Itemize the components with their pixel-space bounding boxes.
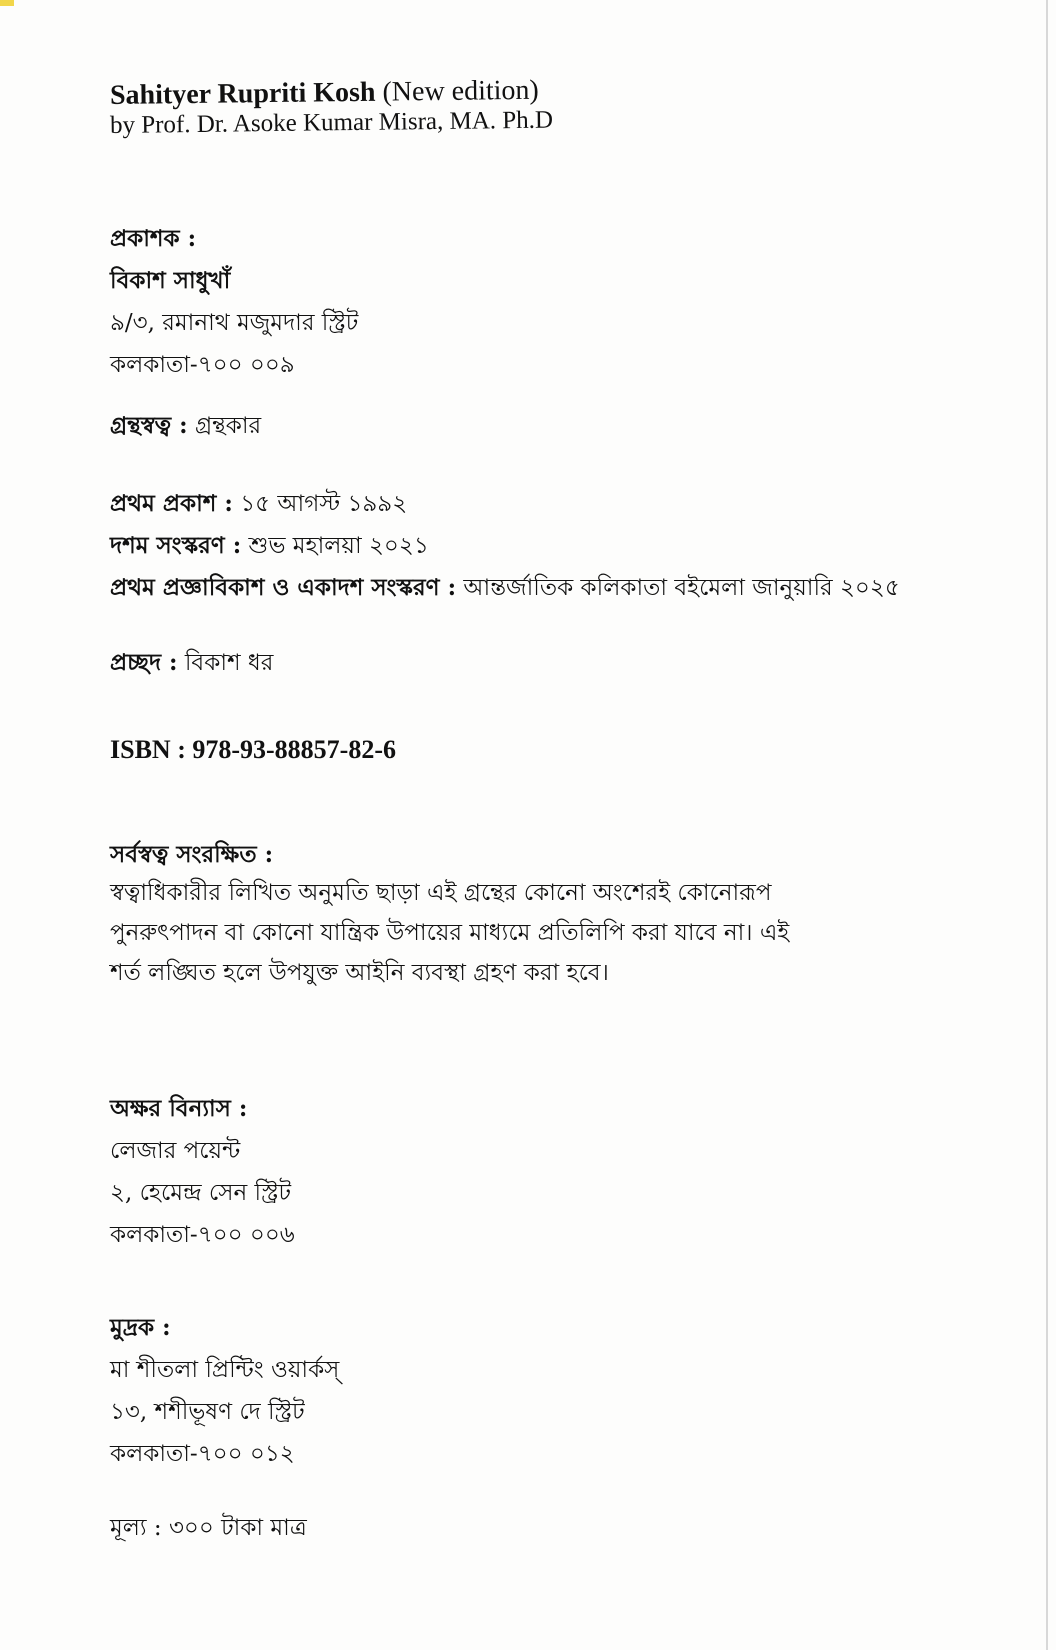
publisher-block bbox=[110, 218, 358, 386]
eleventh-edition-label: প্রথম প্রজ্ঞাবিকাশ ও একাদশ সংস্করণ : bbox=[110, 574, 457, 601]
typesetting-address-line1: ২, হেমেন্দ্র সেন স্ট্রিট bbox=[110, 1180, 292, 1206]
copyright-line bbox=[110, 405, 261, 447]
printer-label: মুদ্রক : bbox=[110, 1314, 171, 1341]
price: মূল্য : ৩০০ টাকা মাত্র bbox=[110, 1515, 307, 1541]
rights-label: সর্বস্বত্ব সংরক্ষিত : bbox=[110, 841, 274, 868]
rights-line-2: পুনরুৎপাদন বা কোনো যান্ত্রিক উপায়ের মাধ্যমে প্রতিলিপি করা যাবে না। এই bbox=[110, 920, 790, 946]
editions-block bbox=[110, 483, 900, 609]
copyright-value: গ্রন্থকার bbox=[194, 413, 262, 439]
publisher-name: বিকাশ সাধুখাঁ bbox=[110, 267, 231, 294]
first-edition-value: ১৫ আগস্ট ১৯৯২ bbox=[240, 491, 408, 517]
eleventh-edition-line bbox=[110, 567, 900, 609]
copyright-label: গ্রন্থস্বত্ব : bbox=[110, 412, 188, 439]
page-edge-shadow bbox=[1046, 0, 1048, 1650]
book-author: by Prof. Dr. Asoke Kumar Misra, MA. Ph.D bbox=[109, 106, 554, 139]
eleventh-edition-value: আন্তর্জাতিক কলিকাতা বইমেলা জানুয়ারি ২০২৫ bbox=[463, 575, 900, 601]
typesetting-block bbox=[110, 1088, 295, 1256]
book-title: Sahityer Rupriti Kosh bbox=[109, 76, 376, 111]
rights-line-3: শর্ত লঙ্ঘিত হলে উপযুক্ত আইনি ব্যবস্থা গ্রহণ করা হবে। bbox=[110, 960, 609, 986]
publisher-label: প্রকাশক : bbox=[110, 225, 197, 252]
tenth-edition-label: দশম সংস্করণ : bbox=[110, 532, 242, 559]
tenth-edition-line bbox=[110, 525, 900, 567]
book-edition: (New edition) bbox=[382, 74, 539, 108]
rights-line-1: স্বত্বাধিকারীর লিখিত অনুমতি ছাড়া এই গ্রন্থের কোনো অংশেরই কোনোরূপ bbox=[110, 880, 772, 906]
first-edition-line bbox=[110, 483, 900, 525]
publisher-address-line1: ৯/৩, রমানাথ মজুমদার স্ট্রিট bbox=[110, 310, 359, 336]
first-edition-label: প্রথম প্রকাশ : bbox=[110, 490, 233, 517]
isbn: ISBN : 978-93-88857-82-6 bbox=[110, 735, 396, 764]
tenth-edition-value: শুভ মহালয়া ২০২১ bbox=[248, 533, 429, 559]
typesetting-label: অক্ষর বিন্যাস : bbox=[110, 1095, 248, 1122]
corner-mark bbox=[0, 0, 14, 6]
publisher-address-line2: কলকাতা-৭০০ ০০৯ bbox=[110, 352, 295, 378]
typesetting-name: লেজার পয়েন্ট bbox=[110, 1138, 241, 1164]
printer-address-line1: ১৩, শশীভূষণ দে স্ট্রিট bbox=[110, 1399, 305, 1425]
printer-name: মা শীতলা প্রিন্টিং ওয়ার্কস্ bbox=[110, 1357, 340, 1383]
cover-value: বিকাশ ধর bbox=[184, 650, 274, 676]
book-title-line bbox=[110, 75, 539, 112]
cover-label: প্রচ্ছদ : bbox=[110, 649, 178, 676]
cover-line bbox=[110, 642, 273, 684]
typesetting-address-line2: কলকাতা-৭০০ ০০৬ bbox=[110, 1222, 295, 1248]
rights-label-line bbox=[110, 834, 273, 876]
printer-block bbox=[110, 1307, 339, 1475]
rights-paragraph bbox=[110, 873, 910, 993]
printer-address-line2: কলকাতা-৭০০ ০১২ bbox=[110, 1441, 295, 1467]
